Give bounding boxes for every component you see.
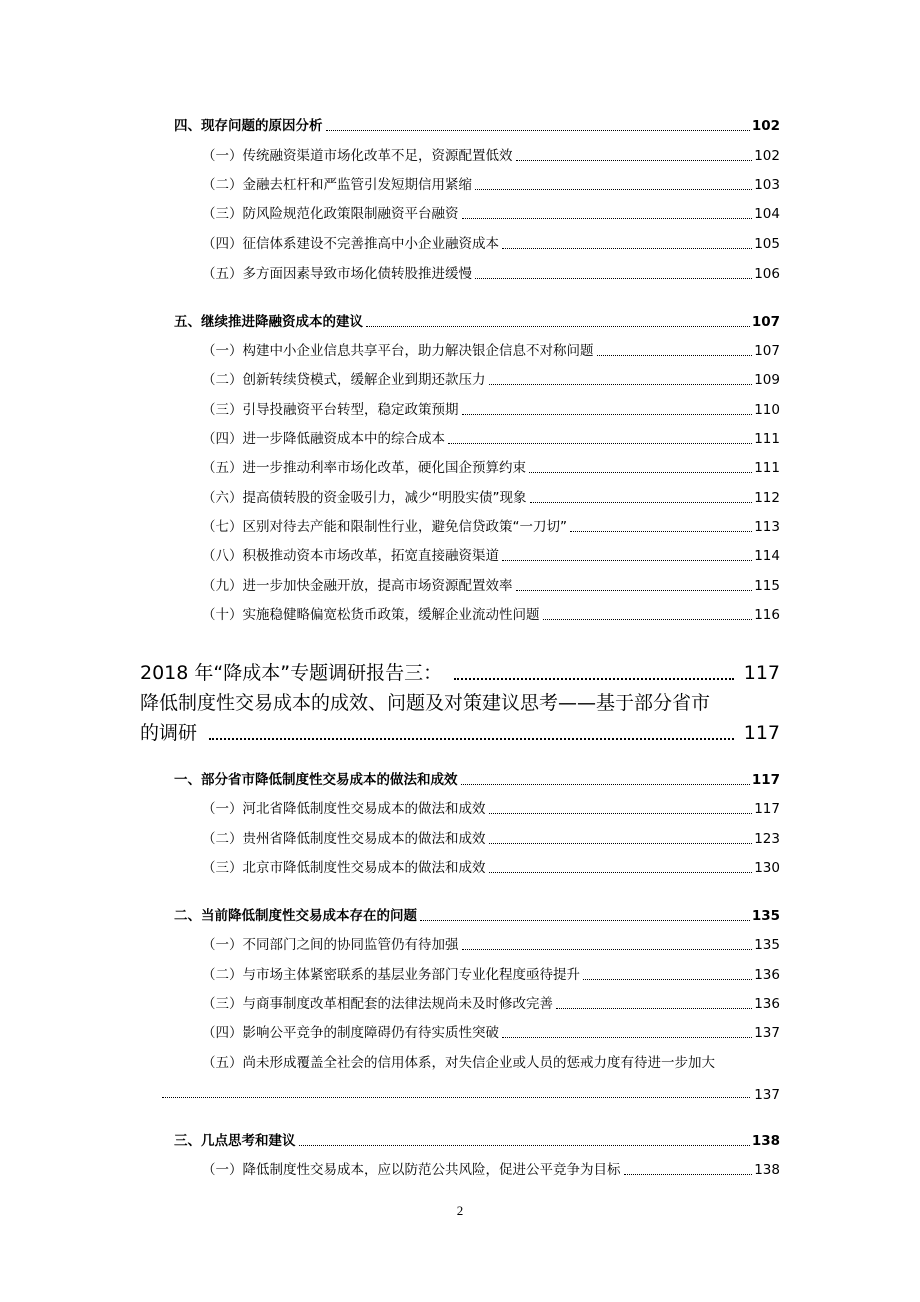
toc-entry-r3sec2[interactable] <box>174 906 780 926</box>
dot-leader <box>420 920 750 921</box>
toc-entry-label: （一）构建中小企业信息共享平台，助力解决银企信息不对称问题 <box>202 343 594 359</box>
toc-report-subtitle-end[interactable] <box>140 720 780 746</box>
dot-leader <box>366 326 750 327</box>
toc-page-number: 117 <box>751 772 780 788</box>
toc-entry[interactable] <box>202 546 780 566</box>
toc-entry[interactable] <box>202 429 780 449</box>
dot-leader <box>516 160 753 161</box>
toc-page-number: 137 <box>754 1025 780 1041</box>
dot-leader <box>597 355 753 356</box>
toc-page-number: 123 <box>754 831 780 847</box>
dot-leader <box>529 472 752 473</box>
toc-page-number: 137 <box>754 1087 780 1103</box>
toc-entry-title: 三、几点思考和建议 <box>174 1133 296 1149</box>
dot-leader <box>530 502 753 503</box>
toc-page-number: 138 <box>751 1133 780 1149</box>
dot-leader <box>462 218 753 219</box>
dot-leader <box>462 414 753 415</box>
toc-page-number: 111 <box>754 460 780 476</box>
toc-entry[interactable] <box>202 1160 780 1180</box>
toc-page-number: 110 <box>754 402 780 418</box>
toc-entry[interactable] <box>202 234 780 254</box>
toc-page-number: 117 <box>743 662 780 684</box>
dot-leader <box>326 130 750 131</box>
toc-entry-label: （五）多方面因素导致市场化债转股推进缓慢 <box>202 266 472 282</box>
toc-entry-label: （四）影响公平竞争的制度障碍仍有待实质性突破 <box>202 1025 499 1041</box>
toc-entry[interactable] <box>202 341 780 361</box>
toc-entry-continuation[interactable] <box>162 1083 780 1103</box>
toc-page-number: 107 <box>754 343 780 359</box>
toc-entry-label: （七）区别对待去产能和限制性行业，避免信贷政策“一刀切” <box>202 519 567 535</box>
toc-entry-label: （四）征信体系建设不完善推高中小企业融资成本 <box>202 236 499 252</box>
toc-entry[interactable] <box>202 458 780 478</box>
toc-entry-title: 四、现存问题的原因分析 <box>174 118 323 134</box>
toc-page-number: 109 <box>754 372 780 388</box>
toc-page-number: 116 <box>754 607 780 623</box>
page-number-footer: 2 <box>456 1203 464 1218</box>
dot-leader <box>543 619 753 620</box>
toc-entry[interactable] <box>202 829 780 849</box>
toc-entry-label: （三）引导投融资平台转型，稳定政策预期 <box>202 402 459 418</box>
toc-entry[interactable] <box>202 994 780 1014</box>
toc-page-number: 117 <box>754 801 780 817</box>
dot-leader <box>502 248 752 249</box>
dot-leader <box>489 384 753 385</box>
toc-entry-label: （三）与商事制度改革相配套的法律法规尚未及时修改完善 <box>202 996 553 1012</box>
toc-entry[interactable] <box>202 935 780 955</box>
toc-report-title-line1: 2018 年“降成本”专题调研报告三： <box>140 662 443 684</box>
toc-entry-title: 二、当前降低制度性交易成本存在的问题 <box>174 908 417 924</box>
toc-report-title-line3: 的调研 <box>140 722 198 744</box>
toc-entry-label: （一）降低制度性交易成本，应以防范公共风险，促进公平竞争为目标 <box>202 1162 621 1178</box>
dot-leader <box>583 979 752 980</box>
dot-leader <box>489 872 753 873</box>
toc-page-number: 102 <box>751 118 780 134</box>
toc-page-number: 113 <box>754 519 780 535</box>
toc-entry-title: 五、继续推进降融资成本的建议 <box>174 314 363 330</box>
toc-entry-long[interactable] <box>202 1053 780 1073</box>
toc-entry[interactable] <box>202 965 780 985</box>
toc-entry[interactable] <box>202 400 780 420</box>
toc-entry-sec5[interactable] <box>174 312 780 332</box>
dot-leader <box>448 443 752 444</box>
toc-entry-label: （二）创新转续贷模式，缓解企业到期还款压力 <box>202 372 486 388</box>
toc-page-number: 135 <box>754 937 780 953</box>
toc-entry-label: （三）防风险规范化政策限制融资平台融资 <box>202 206 459 222</box>
dot-leader <box>475 189 752 190</box>
toc-entry[interactable] <box>202 488 780 508</box>
toc-entry[interactable] <box>202 605 780 625</box>
toc-page-number: 112 <box>754 490 780 506</box>
toc-page-number: 136 <box>754 996 780 1012</box>
toc-entry-r3sec3[interactable] <box>174 1131 780 1151</box>
toc-entry-label: （二）与市场主体紧密联系的基层业务部门专业化程度亟待提升 <box>202 967 580 983</box>
toc-entry[interactable] <box>202 370 780 390</box>
toc-entry-label: （一）不同部门之间的协同监管仍有待加强 <box>202 937 459 953</box>
toc-entry[interactable] <box>202 517 780 537</box>
toc-page-number: 106 <box>754 266 780 282</box>
toc-page-number: 130 <box>754 860 780 876</box>
toc-page-number: 105 <box>754 236 780 252</box>
toc-entry[interactable] <box>202 1023 780 1043</box>
toc-entry[interactable] <box>202 576 780 596</box>
toc-entry[interactable] <box>202 264 780 284</box>
dot-leader <box>489 813 753 814</box>
toc-entry[interactable] <box>202 146 780 166</box>
toc-entry-label: （五）进一步推动利率市场化改革，硬化国企预算约束 <box>202 460 526 476</box>
toc-page-number: 111 <box>754 431 780 447</box>
toc-entry[interactable] <box>202 799 780 819</box>
toc-report-subtitle[interactable] <box>140 690 780 716</box>
dot-leader <box>162 1097 750 1098</box>
toc-entry-label: （十）实施稳健略偏宽松货币政策，缓解企业流动性问题 <box>202 607 540 623</box>
toc-page-number: 107 <box>751 314 780 330</box>
dot-leader <box>475 278 752 279</box>
toc-page-number: 103 <box>754 177 780 193</box>
toc-page-number: 115 <box>754 578 780 594</box>
dot-leader <box>502 1037 752 1038</box>
dot-leader <box>570 531 752 532</box>
toc-page-number: 136 <box>754 967 780 983</box>
toc-entry-label: （九）进一步加快金融开放，提高市场资源配置效率 <box>202 578 513 594</box>
toc-entry-label: （二）金融去杠杆和严监管引发短期信用紧缩 <box>202 177 472 193</box>
dot-leader <box>209 738 734 740</box>
toc-entry-label: （一）传统融资渠道市场化改革不足，资源配置低效 <box>202 148 513 164</box>
dot-leader <box>624 1174 753 1175</box>
dot-leader <box>516 590 753 591</box>
dot-leader <box>462 949 753 950</box>
dot-leader <box>461 784 750 785</box>
toc-report-heading[interactable] <box>140 660 780 686</box>
toc-entry-label: （三）北京市降低制度性交易成本的做法和成效 <box>202 860 486 876</box>
toc-entry-label: （五）尚未形成覆盖全社会的信用体系，对失信企业或人员的惩戒力度有待进一步加大 <box>202 1055 715 1071</box>
dot-leader <box>454 678 734 680</box>
toc-page-number: 104 <box>754 206 780 222</box>
toc-entry[interactable] <box>202 204 780 224</box>
toc-page-number: 135 <box>751 908 780 924</box>
toc-page-number: 117 <box>743 722 780 744</box>
dot-leader <box>489 843 753 844</box>
toc-entry-label: （一）河北省降低制度性交易成本的做法和成效 <box>202 801 486 817</box>
dot-leader <box>502 560 752 561</box>
toc-entry[interactable] <box>202 175 780 195</box>
dot-leader <box>556 1008 752 1009</box>
dot-leader <box>299 1145 750 1146</box>
toc-page-number: 102 <box>754 148 780 164</box>
toc-entry-sec4[interactable] <box>174 116 780 136</box>
toc-page-number: 138 <box>754 1162 780 1178</box>
toc-entry-label: （八）积极推动资本市场改革，拓宽直接融资渠道 <box>202 548 499 564</box>
toc-entry[interactable] <box>202 858 780 878</box>
toc-entry-label: （六）提高债转股的资金吸引力，减少“明股实债”现象 <box>202 490 527 506</box>
toc-report-title-line2: 降低制度性交易成本的成效、问题及对策建议思考——基于部分省市 <box>140 692 711 714</box>
toc-entry-r3sec1[interactable] <box>174 770 780 790</box>
toc-entry-label: （二）贵州省降低制度性交易成本的做法和成效 <box>202 831 486 847</box>
toc-page-number: 114 <box>754 548 780 564</box>
toc-entry-label: （四）进一步降低融资成本中的综合成本 <box>202 431 445 447</box>
toc-entry-title: 一、部分省市降低制度性交易成本的做法和成效 <box>174 772 458 788</box>
